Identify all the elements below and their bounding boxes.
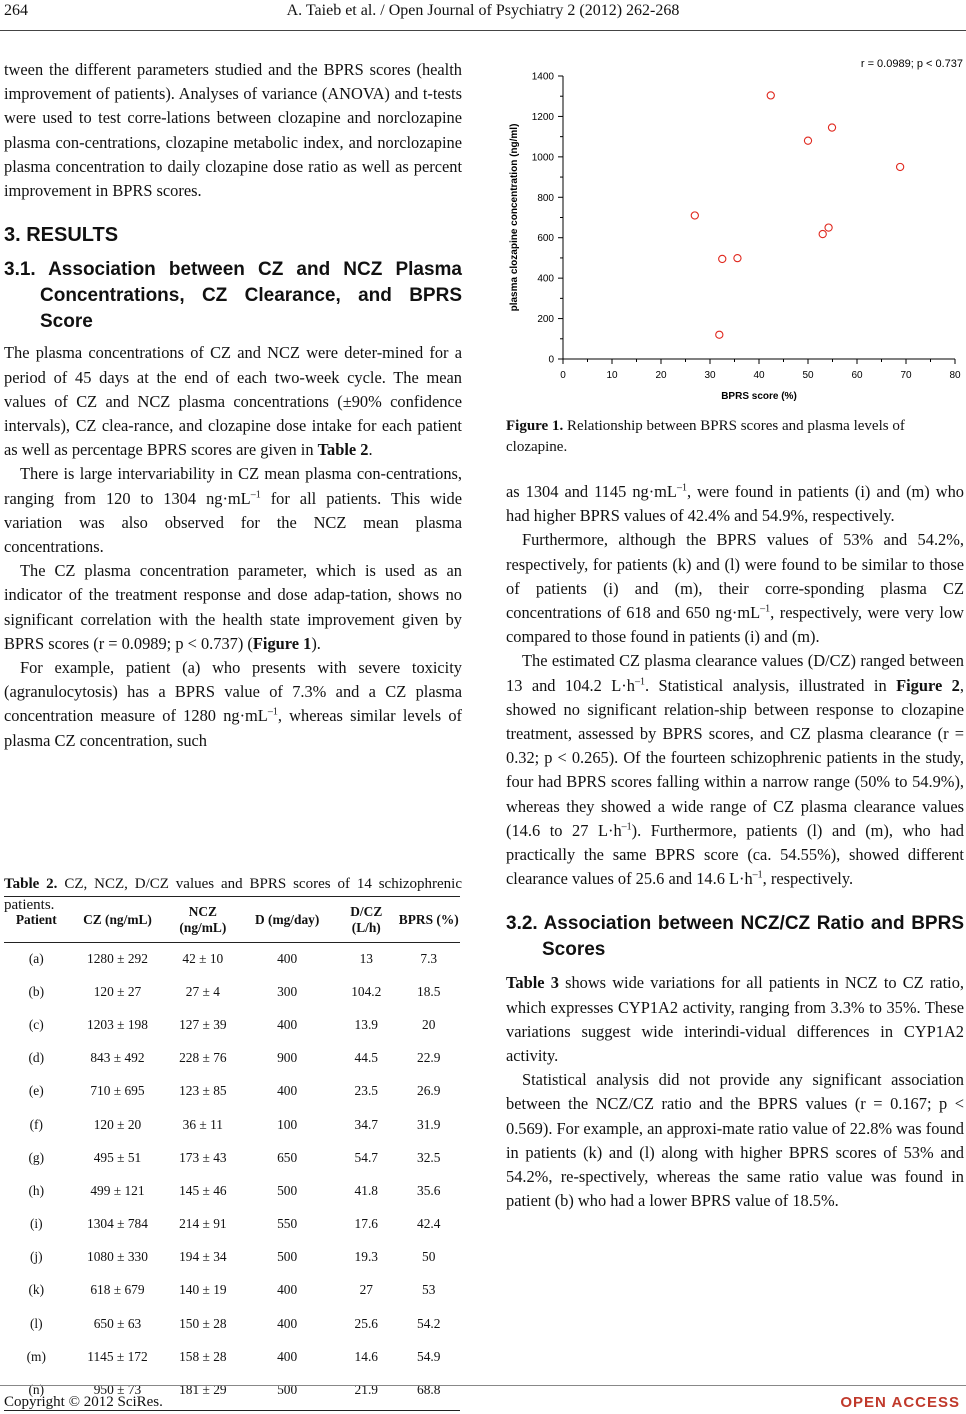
paragraph: The plasma concentrations of CZ and NCZ were deter-mined for a period of 45 days at the end of each two-week cycle. The mean values of CZ and NCZ plasma concentrations (±90% confidence intervals), CZ clea-rance, and clozapine dose intake for each patient as well as percentage BPRS scores are given in Table 2. <box>4 343 462 460</box>
table-cell: 13 <box>359 950 373 966</box>
column-header: BPRS (%) <box>398 911 459 927</box>
table-cell: 100 <box>277 1116 298 1132</box>
table-cell: (e) <box>28 1083 44 1099</box>
x-tick-label: 30 <box>704 370 716 381</box>
paragraph: tween the different parameters studied and the BPRS scores (health improvement of patients). Analyses of variance (ANOVA) and t-tests were used to test corre-lations between clozapine and norclozapine plasma con-centrations, clozapine metabolic index, and norclozapine plasma concentration to daily clozapine dose ratio as well as percent improvement in BPRS scores. <box>4 60 462 201</box>
column-header: NCZ (ng/mL) <box>179 903 227 935</box>
x-tick-label: 50 <box>802 370 814 381</box>
table-cell: 18.5 <box>417 983 441 999</box>
header-rule <box>0 30 966 31</box>
table-cell: (g) <box>28 1149 45 1165</box>
table-cell: 35.6 <box>417 1182 441 1198</box>
table-cell: (n) <box>28 1382 45 1398</box>
table-cell: 181 ± 29 <box>179 1382 227 1398</box>
table-cell: 173 ± 43 <box>179 1149 227 1165</box>
table-cell: 25.6 <box>354 1315 378 1331</box>
table-cell: (l) <box>29 1315 43 1331</box>
table-cell: 41.8 <box>354 1182 378 1198</box>
table-cell: 23.5 <box>354 1083 378 1099</box>
table-caption: Table 2. CZ, NCZ, D/CZ values and BPRS scores of 14 schizophrenic patients. <box>4 876 463 913</box>
copyright-notice: Copyright © 2012 SciRes. <box>4 1394 163 1410</box>
y-tick-label: 800 <box>537 192 554 204</box>
table-cell: 34.7 <box>354 1116 378 1132</box>
data-point <box>897 163 904 170</box>
x-tick-label: 70 <box>900 370 912 381</box>
table-cell: 495 ± 51 <box>93 1149 142 1165</box>
y-tick-label: 0 <box>548 354 554 366</box>
figure-ref[interactable]: Figure 1 <box>252 633 312 653</box>
table-cell: 21.9 <box>354 1382 378 1398</box>
right-column-text <box>506 480 964 1213</box>
y-tick-label: 600 <box>537 233 554 245</box>
table-row <box>4 1174 460 1207</box>
table-row <box>4 1108 460 1141</box>
data-point <box>691 212 698 219</box>
table-ref[interactable]: Table 2 <box>317 440 369 460</box>
table-cell: 42.4 <box>417 1216 441 1232</box>
table-cell: 1145 ± 172 <box>87 1348 148 1364</box>
table-cell: 32.5 <box>417 1149 441 1165</box>
x-axis-label: BPRS score (%) <box>721 391 797 402</box>
data-point <box>767 92 774 99</box>
table-cell: 1203 ± 198 <box>87 1016 148 1032</box>
paragraph: The estimated CZ plasma clearance values (D/CZ) ranged between 13 and 104.2 $L\cdot h^{-1}$. Statistical analysis, illustrated in Figure 2, showed no significant relation-ship between response to clozapine treatment, assessed by BPRS scores, and CZ plasma clearance (r = 0.32; p < 0.265). Of the fourteen schizophrenic patients in the study, four had BPRS scores falling within a narrow range (50% to 54.9%), whereas they showed a wide range of CZ plasma clearance values (14.6 to 27 $L\cdot h^{-1}$). Furthermore, patients (l) and (m), who had practically the same BPRS score (ca. 54.55%), showed different clearance values of 25.6 and 14.6 $L\cdot h^{-1}$, respectively. <box>506 651 964 889</box>
table-cell: 22.9 <box>417 1050 441 1066</box>
data-table <box>4 897 460 1407</box>
table-cell: (a) <box>28 950 44 966</box>
table-cell: 123 ± 85 <box>179 1083 227 1099</box>
table-cell: 20 <box>422 1016 436 1032</box>
table-cell: 400 <box>277 950 298 966</box>
table-cell: 500 <box>277 1382 298 1398</box>
table-cell: 300 <box>277 983 298 999</box>
paragraph: There is large intervariability in CZ mean plasma con-centrations, ranging from 120 to 1304 $ng\cdot mL^{-1}$ for all patients. This wide variation was also observed for the NCZ mean plasma concentrations. <box>4 464 462 557</box>
table-cell: 500 <box>277 1249 298 1265</box>
table-cell: 104.2 <box>351 983 382 999</box>
y-tick-label: 400 <box>537 273 554 285</box>
correlation-annotation: r = 0.0989; p < 0.737 <box>860 58 963 70</box>
table-row <box>4 1042 460 1075</box>
table-cell: 650 <box>277 1149 298 1165</box>
table-cell: 650 ± 63 <box>93 1315 142 1331</box>
table-cell: 400 <box>277 1083 298 1099</box>
table-ref[interactable]: Table 3 <box>506 973 559 993</box>
table-cell: 499 ± 121 <box>90 1182 145 1198</box>
column-header: Patient <box>15 911 57 927</box>
table-cell: (m) <box>26 1348 46 1364</box>
table-cell: 68.8 <box>417 1382 441 1398</box>
table-cell: (b) <box>28 983 45 999</box>
y-tick-label: 200 <box>537 314 554 326</box>
table-cell: 42 ± 10 <box>182 950 224 966</box>
table-cell: 31.9 <box>417 1116 441 1132</box>
x-tick-label: 40 <box>753 370 765 381</box>
section-title: 3. RESULTS <box>4 224 119 247</box>
open-access-label: OPEN ACCESS <box>840 1394 960 1411</box>
table-cell: 1280 ± 292 <box>87 950 148 966</box>
table-cell: 900 <box>277 1050 298 1066</box>
table-cell: 400 <box>277 1282 298 1298</box>
table-cell: 54.9 <box>417 1348 441 1364</box>
table-cell: 400 <box>277 1315 298 1331</box>
x-tick-label: 20 <box>655 370 667 381</box>
table-cell: 214 ± 91 <box>179 1216 227 1232</box>
table-cell: (f) <box>29 1116 43 1132</box>
subsection-title: 3.2. Association between NCZ/CZ Ratio and BPRS Scores <box>506 913 964 961</box>
table-cell: 400 <box>277 1348 298 1364</box>
page-number: 264 <box>4 2 28 19</box>
figure-ref[interactable]: Figure 2 <box>896 675 960 695</box>
column-header: D (mg/day) <box>254 911 320 927</box>
table-cell: (i) <box>29 1216 43 1232</box>
subsection-title: 3.1. Association between CZ and NCZ Plasma Concentrations, CZ Clearance, and BPRS Score <box>4 259 462 333</box>
footer-rule <box>0 1385 966 1386</box>
table-cell: (j) <box>29 1249 43 1265</box>
table-cell: 120 ± 20 <box>93 1116 142 1132</box>
table-cell: (d) <box>28 1050 45 1066</box>
table-row <box>4 1075 460 1108</box>
table-cell: 228 ± 76 <box>179 1050 227 1066</box>
table-cell: (c) <box>28 1016 44 1032</box>
table-cell: 843 ± 492 <box>90 1050 145 1066</box>
table-cell: 14.6 <box>354 1348 378 1364</box>
column-header: D/CZ (L/h) <box>350 903 383 935</box>
paragraph: as 1304 and 1145 $ng\cdot mL^{-1}$, were found in patients (i) and (m) who had higher BPRS values of 42.4% and 54.9%, respectively. <box>506 482 964 526</box>
table-cell: 13.9 <box>354 1016 378 1032</box>
data-point <box>819 230 826 237</box>
table-cell: 194 ± 34 <box>179 1249 227 1265</box>
x-tick-label: 0 <box>560 370 566 381</box>
table-cell: 27 <box>359 1282 373 1298</box>
table-row <box>4 1274 460 1307</box>
data-point <box>825 224 832 231</box>
paragraph: Furthermore, although the BPRS values of 53% and 54.2%, respectively, for patients (k) and (l) were found to be similar to those of patients (i) and (m), their corre-sponding plasma CZ concentrations of 618 and 650 $ng\cdot mL^{-1}$, respectively, were very low compared to those found in patients (i) and (m). <box>506 530 964 647</box>
paragraph: The CZ plasma concentration parameter, which is used as an indicator of the treatment response and dose adap-tation, shows no significant correlation with the health state improvement given by BPRS scores (r = 0.0989; p < 0.737) (Figure 1). <box>4 561 462 653</box>
table-cell: 150 ± 28 <box>179 1315 227 1331</box>
y-tick-label: 1000 <box>531 152 554 164</box>
table-row <box>4 1141 460 1174</box>
figure-1-scatter-plot <box>500 52 966 404</box>
y-tick-label: 1200 <box>531 111 554 123</box>
table-cell: 36 ± 11 <box>182 1116 224 1132</box>
table-row <box>4 1208 460 1241</box>
table-cell: 950 ± 73 <box>93 1382 142 1398</box>
table-cell: (k) <box>28 1282 45 1298</box>
data-point <box>804 137 811 144</box>
running-title: A. Taieb et al. / Open Journal of Psychiatry 2 (2012) 262-268 <box>286 2 680 19</box>
data-point <box>716 331 723 338</box>
table-cell: 500 <box>277 1182 298 1198</box>
table-cell: 618 ± 679 <box>90 1282 145 1298</box>
table-cell: 17.6 <box>354 1216 378 1232</box>
y-tick-label: 1400 <box>531 71 554 83</box>
table-cell: 7.3 <box>420 950 438 966</box>
x-tick-label: 60 <box>851 370 863 381</box>
table-row <box>4 1340 460 1373</box>
table-row <box>4 1241 460 1274</box>
data-point <box>828 124 835 131</box>
table-cell: 140 ± 19 <box>179 1282 227 1298</box>
table-cell: 400 <box>277 1016 298 1032</box>
left-column-text <box>4 58 462 753</box>
table-row <box>4 942 460 975</box>
table-cell: 127 ± 39 <box>179 1016 227 1032</box>
table-cell: 54.7 <box>354 1149 378 1165</box>
paragraph: Statistical analysis did not provide any significant association between the NCZ/CZ ratio and the BPRS values (r = 0.167; p < 0.569). For example, an approxi-mate ratio value of 22.8% was found in patients (k) and (l) along with higher BPRS scores of 53% and 54.2%, re-spectively, whereas the same ratio value was found in patient (b) who had a lower BPRS value of 18.5%. <box>506 1070 964 1211</box>
data-point <box>719 255 726 262</box>
table-cell: 19.3 <box>354 1249 378 1265</box>
table-cell: 710 ± 695 <box>90 1083 145 1099</box>
table-cell: 27 ± 4 <box>185 983 220 999</box>
table-cell: 26.9 <box>417 1083 441 1099</box>
table-cell: 53 <box>422 1282 436 1298</box>
table-header-row <box>4 897 460 942</box>
y-axis-label: plasma clozapine concentration (ng/ml) <box>509 123 520 312</box>
data-point <box>734 255 741 262</box>
paragraph: For example, patient (a) who presents with severe toxicity (agranulocytosis) has a BPRS value of 7.3% and a CZ plasma concentration measure of 1280 $ng\cdot mL^{-1}$, whereas similar levels of plasma CZ concentration, such <box>4 658 462 750</box>
figure-caption: Figure 1. Relationship between BPRS scores and plasma levels of clozapine. <box>506 418 905 455</box>
table-cell: 145 ± 46 <box>179 1182 227 1198</box>
table-cell: 158 ± 28 <box>179 1348 227 1364</box>
table-row <box>4 1307 460 1340</box>
paragraph: Table 3 shows wide variations for all patients in NCZ to CZ ratio, which expresses CYP1A2 activity, ranging from 3.3% to 35%. These variations suggest wide interindi-vidual differences in CYP1A2 activity. <box>506 973 964 1066</box>
table-row <box>4 975 460 1008</box>
table-cell: 50 <box>422 1249 436 1265</box>
x-tick-label: 10 <box>606 370 618 381</box>
table-cell: 44.5 <box>354 1050 378 1066</box>
table-cell: 54.2 <box>417 1315 441 1331</box>
table-cell: (h) <box>28 1182 45 1198</box>
x-tick-label: 80 <box>949 370 961 381</box>
table-cell: 1304 ± 784 <box>87 1216 148 1232</box>
table-cell: 120 ± 27 <box>93 983 142 999</box>
column-header: CZ (ng/mL) <box>83 911 152 927</box>
table-cell: 550 <box>277 1216 298 1232</box>
table-row <box>4 1008 460 1041</box>
table-cell: 1080 ± 330 <box>87 1249 148 1265</box>
